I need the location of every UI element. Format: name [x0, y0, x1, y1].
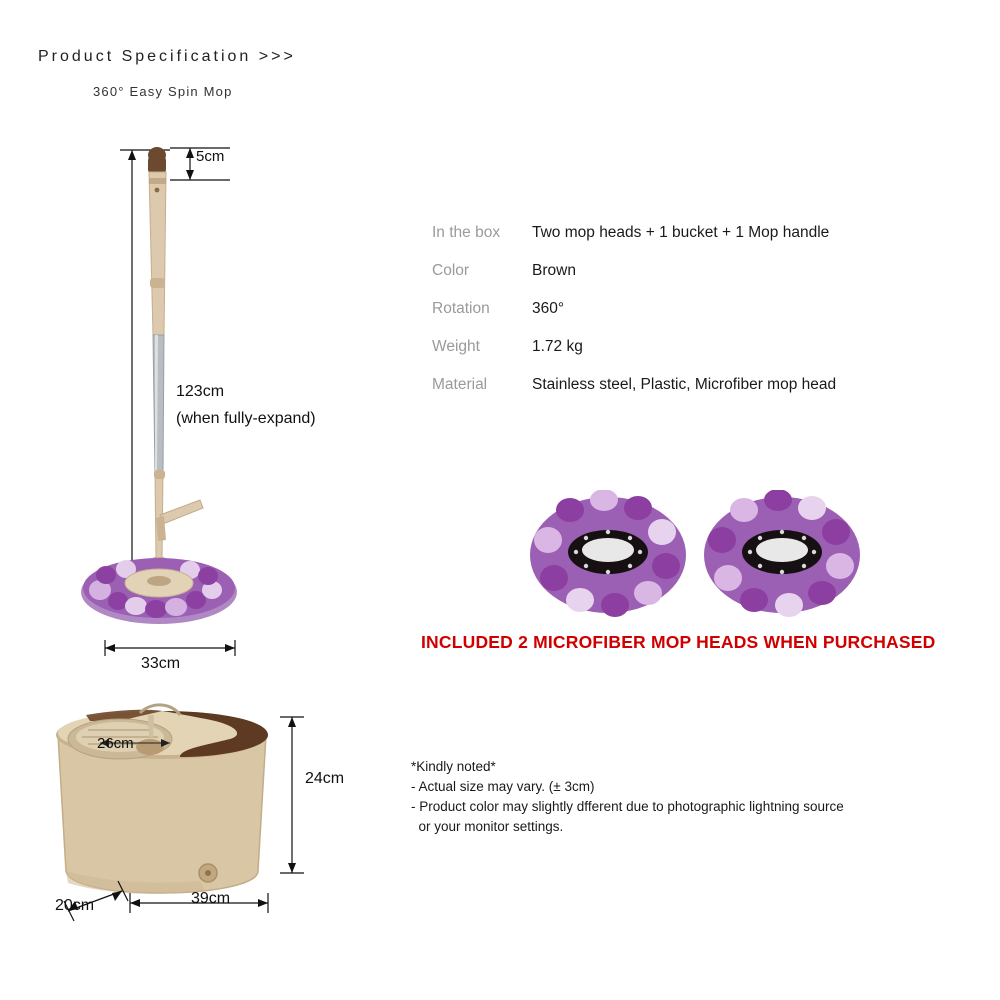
table-row [432, 224, 972, 242]
dimension-bucket-height: 24cm [305, 770, 345, 787]
two-mop-heads-drawing [520, 490, 880, 620]
dimension-bucket-depth: 20cm [55, 897, 95, 914]
table-row [432, 300, 972, 318]
table-row [432, 376, 972, 394]
spec-key: Material [432, 376, 488, 393]
notes-line: - Actual size may vary. (± 3cm) [411, 779, 595, 794]
mop-head-left [530, 490, 686, 617]
notes-line: - Product color may slightly dfferent due to photographic lightning source [411, 799, 844, 814]
spec-value: 360° [532, 300, 565, 317]
spec-key: In the box [432, 224, 501, 241]
mop-head-graphic [81, 558, 237, 624]
mop-head-right [704, 490, 860, 617]
mop-illustration [60, 120, 400, 680]
notes-line: or your monitor settings. [411, 819, 564, 834]
spec-value: Stainless steel, Plastic, Microfiber mop head [532, 376, 837, 393]
dimension-bucket-inner: 26cm [97, 735, 134, 752]
notes-heading: *Kindly noted* [411, 759, 496, 774]
spec-key: Weight [432, 338, 480, 355]
mop-heads-illustration [520, 490, 880, 620]
page-subtitle: 360° Easy Spin Mop [93, 84, 233, 99]
mop-drawing [60, 120, 400, 680]
included-mop-heads-callout: INCLUDED 2 MICROFIBER MOP HEADS WHEN PURCHASED [421, 632, 936, 652]
kindly-noted-block [411, 757, 844, 837]
page-title: Product Specification >>> [38, 48, 296, 65]
dimension-mop-length-note: (when fully-expand) [176, 410, 316, 427]
dimension-mop-head-width: 33cm [141, 655, 181, 672]
specification-table [432, 224, 972, 414]
table-row [432, 338, 972, 356]
dimension-mop-head-thickness: 5cm [196, 148, 225, 165]
spec-key: Rotation [432, 300, 490, 317]
dimension-mop-length: 123cm [176, 383, 225, 400]
spec-value: Two mop heads + 1 bucket + 1 Mop handle [532, 224, 830, 241]
spec-key: Color [432, 262, 470, 279]
dimension-bucket-width: 39cm [191, 890, 231, 907]
table-row [432, 262, 972, 280]
spec-value: 1.72 kg [532, 338, 583, 355]
spec-value: Brown [532, 262, 576, 279]
